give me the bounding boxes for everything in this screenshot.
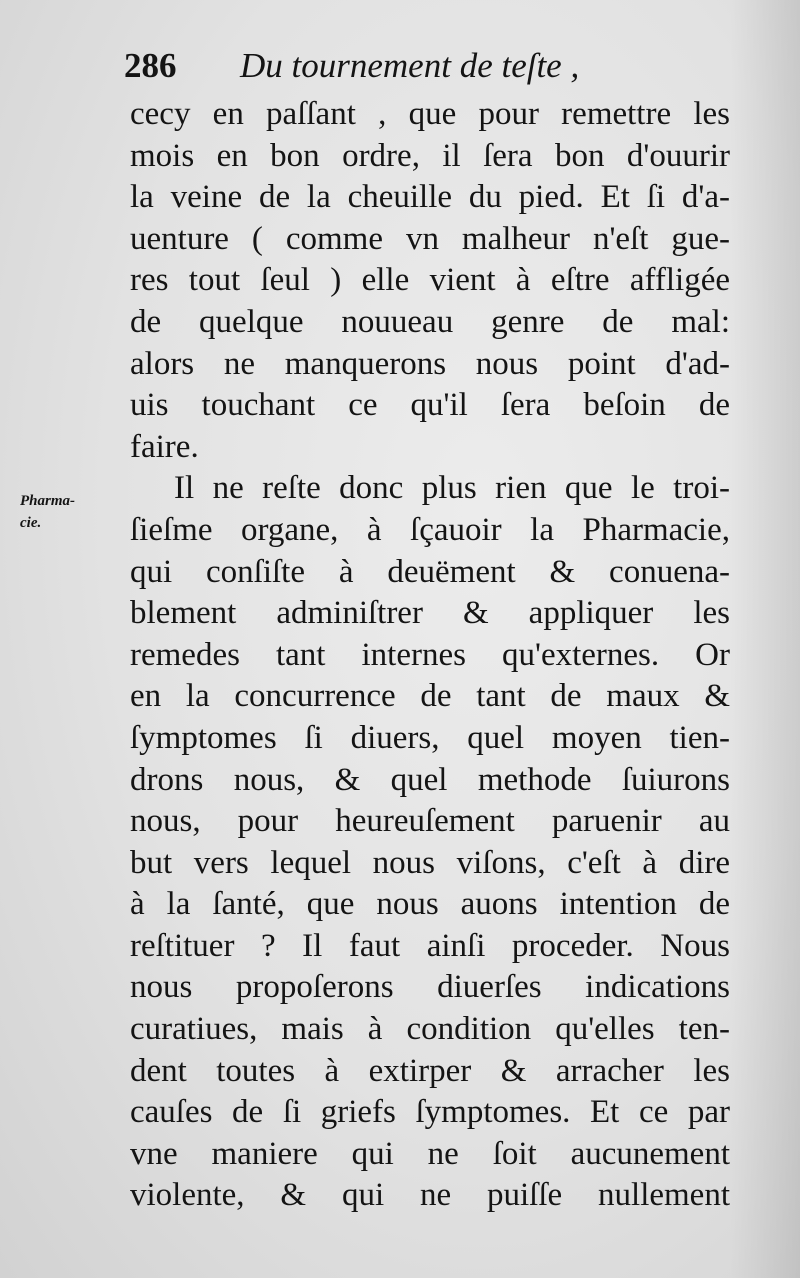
text-line: Il ne reſte donc plus rien que le troi- (174, 470, 730, 507)
text-line: faire. (130, 428, 199, 465)
running-title: Du tournement de teſte , (240, 46, 580, 85)
text-line: blement adminiſtrer & appliquer les (130, 595, 730, 632)
text-line: nous, pour heureuſement paruenir au (130, 803, 730, 840)
text-line: uenture ( comme vn malheur n'eſt gue- (130, 220, 730, 257)
text-line: uis touchant ce qu'il ſera beſoin de (130, 387, 730, 424)
text-line: mois en bon ordre, il ſera bon d'ouurir (130, 137, 730, 174)
text-line: de quelque nouueau genre de mal: (130, 303, 730, 340)
text-line: ſymptomes ſi diuers, quel moyen tien- (130, 719, 730, 756)
text-line: en la concurrence de tant de maux & (130, 678, 730, 715)
text-line: remedes tant internes qu'externes. Or (130, 636, 730, 673)
text-line: cauſes de ſi griefs ſymptomes. Et ce par (130, 1094, 730, 1131)
margin-note-line: Pharma- (20, 493, 76, 509)
text-line: dent toutes à extirper & arracher les (130, 1052, 730, 1089)
text-line: res tout ſeul ) elle vient à eſtre affligée (130, 262, 730, 299)
text-line: curatiues, mais à condition qu'elles ten- (130, 1011, 730, 1048)
text-line: à la ſanté, que nous auons intention de (130, 886, 730, 923)
text-line: qui conſiſte à deuëment & conuena- (130, 553, 730, 590)
page-number: 286 (124, 46, 177, 85)
text-line: ſieſme organe, à ſçauoir la Pharmacie, (130, 511, 730, 548)
text-line: vne maniere qui ne ſoit aucunement (130, 1135, 730, 1172)
text-line: but vers lequel nous viſons, c'eſt à dire (130, 844, 730, 881)
text-line: nous propoſerons diuerſes indications (130, 969, 730, 1006)
text-line: la veine de la cheuille du pied. Et ſi d'a- (130, 179, 730, 216)
text-line: drons nous, & quel methode ſuiurons (130, 761, 730, 798)
margin-note (20, 490, 120, 534)
text-line: reſtituer ? Il faut ainſi proceder. Nous (130, 927, 730, 964)
page-edge-shadow (730, 0, 800, 1278)
margin-note-line: cie. (20, 515, 42, 531)
page-header (124, 40, 724, 92)
text-line: cecy en paſſant , que pour remettre les (130, 96, 730, 132)
text-line: violente, & qui ne puiſſe nullement (130, 1177, 730, 1214)
body-text (130, 94, 730, 1217)
text-line: alors ne manquerons nous point d'ad- (130, 345, 730, 382)
